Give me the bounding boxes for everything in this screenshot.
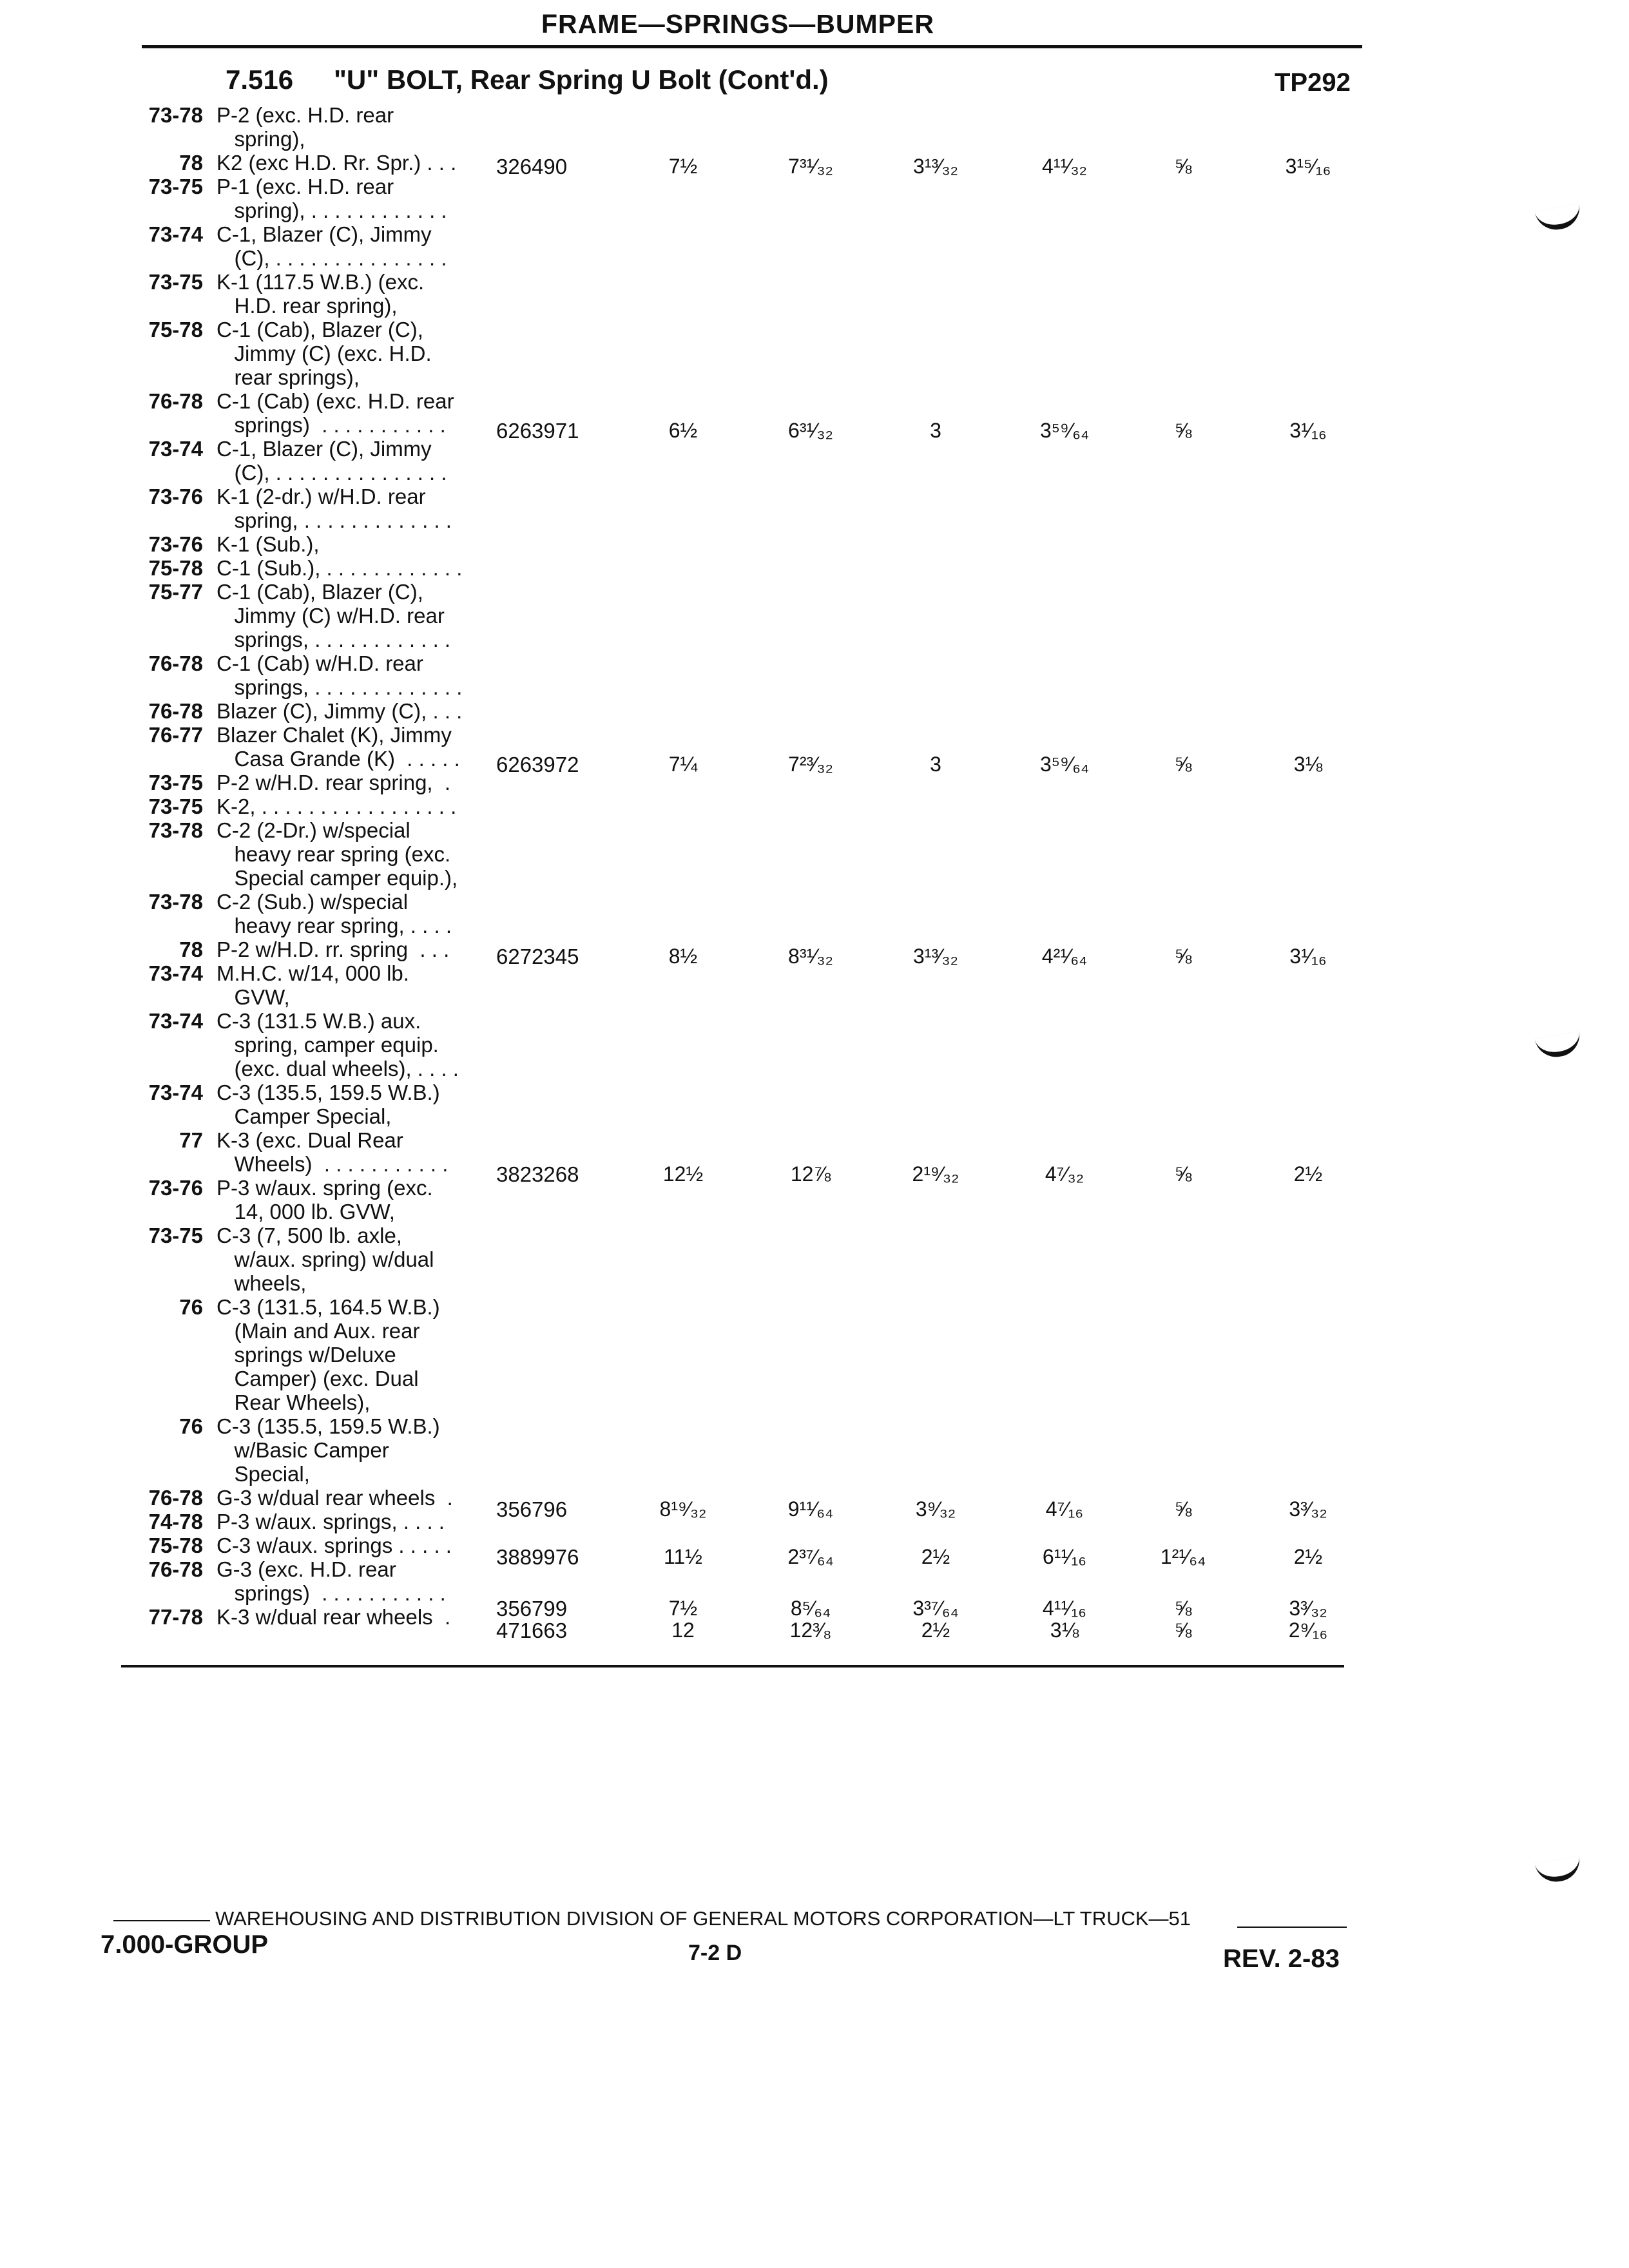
entry-years: 73-74 — [148, 1081, 203, 1104]
dimension-v3: 3³⁷⁄₆₄ — [912, 1597, 959, 1620]
entry-description-line: K-2, . . . . . . . . . . . . . . . . . — [217, 794, 457, 818]
dimension-v2: 12⅞ — [790, 1162, 831, 1186]
dimension-v2: 6³¹⁄₃₂ — [788, 419, 833, 442]
entry-description-line: w/aux. spring) w/dual — [217, 1247, 434, 1271]
dimension-v3: 3 — [930, 753, 941, 776]
entry-description-line: P-1 (exc. H.D. rear — [217, 175, 394, 198]
entry-description-line: C-1 (Sub.), . . . . . . . . . . . . — [217, 556, 463, 580]
entry-description-line: spring, . . . . . . . . . . . . . — [217, 508, 452, 532]
entry-description-line: rear springs), — [217, 365, 360, 389]
entry-years: 73-75 — [148, 771, 203, 794]
dimension-v5: ⅝ — [1174, 945, 1192, 968]
entry-years: 73-75 — [148, 175, 203, 198]
dimension-v5: 1²¹⁄₆₄ — [1160, 1545, 1206, 1568]
dimension-v6: 3⅛ — [1293, 753, 1323, 776]
page-header-title: FRAME—SPRINGS—BUMPER — [541, 9, 934, 39]
footer-group: 7.000-GROUP — [101, 1930, 269, 1959]
section-number: 7.516 — [226, 64, 294, 95]
entry-description-line: springs) . . . . . . . . . . . — [217, 413, 446, 437]
entry-years: 74-78 — [148, 1510, 203, 1533]
entry-description-line: K-3 w/dual rear wheels . — [217, 1605, 451, 1629]
entry-description-line: (exc. dual wheels), . . . . — [217, 1057, 459, 1081]
entry-years: 76 — [179, 1295, 203, 1319]
entry-description-line: (Main and Aux. rear — [217, 1319, 420, 1343]
entry-years: 73-78 — [148, 890, 203, 914]
entry-years: 73-78 — [148, 818, 203, 842]
entry-description-line: springs, . . . . . . . . . . . . . — [217, 675, 463, 699]
dimension-v4: 3⁵⁹⁄₆₄ — [1039, 753, 1090, 776]
entry-description-line: springs w/Deluxe — [217, 1343, 396, 1367]
entry-years: 76-78 — [148, 699, 203, 723]
part-number: 6263971 — [496, 419, 579, 443]
entry-description-line: C-3 (7, 500 lb. axle, — [217, 1224, 402, 1247]
entry-description-line: Wheels) . . . . . . . . . . . — [217, 1152, 448, 1176]
entry-description-line: springs) . . . . . . . . . . . — [217, 1581, 446, 1605]
dimension-v1: 12½ — [662, 1162, 704, 1186]
dimension-v5: ⅝ — [1174, 1619, 1192, 1642]
entry-description-line: C-1, Blazer (C), Jimmy — [217, 437, 432, 461]
entry-description-line: (C), . . . . . . . . . . . . . . . — [217, 246, 447, 270]
entry-years: 73-76 — [148, 532, 203, 556]
entry-description-line: K-1 (Sub.), — [217, 532, 320, 556]
entry-description-line: M.H.C. w/14, 000 lb. — [217, 961, 409, 985]
footer-division-line: WAREHOUSING AND DISTRIBUTION DIVISION OF GENERAL MOTORS CORPORATION—LT TRUCK—51 — [215, 1907, 1191, 1930]
dimension-v2: 12³⁄₈ — [789, 1619, 832, 1642]
entry-description-line: Jimmy (C) (exc. H.D. — [217, 341, 432, 365]
entry-description-line: P-2 w/H.D. rr. spring . . . — [217, 937, 450, 961]
entry-description-line: C-3 (131.5, 164.5 W.B.) — [217, 1295, 440, 1319]
dimension-v3: 3¹³⁄₃₂ — [913, 945, 958, 968]
header-rule — [142, 45, 1362, 48]
entry-years: 73-74 — [148, 1009, 203, 1033]
entry-years: 73-78 — [148, 103, 203, 127]
entry-years: 77-78 — [148, 1605, 203, 1629]
entry-years: 73-76 — [148, 1176, 203, 1200]
dimension-v3: 3 — [930, 419, 941, 442]
dimension-v3: 2½ — [921, 1545, 950, 1568]
dimension-v1: 12 — [671, 1619, 695, 1642]
entry-years: 78 — [179, 151, 203, 175]
part-number: 3889976 — [496, 1545, 579, 1569]
entry-description-line: K-3 (exc. Dual Rear — [217, 1128, 403, 1152]
entry-years: 75-78 — [148, 556, 203, 580]
dimension-v1: 7½ — [668, 1597, 698, 1620]
dimension-v5: ⅝ — [1174, 1597, 1192, 1620]
entry-description-line: C-1, Blazer (C), Jimmy — [217, 222, 432, 246]
section-code: TP292 — [1275, 68, 1351, 97]
dimension-v2: 8³¹⁄₃₂ — [788, 945, 833, 968]
part-number: 356799 — [496, 1597, 568, 1620]
entry-description-line: GVW, — [217, 985, 290, 1009]
dimension-v4: 4⁷⁄₁₆ — [1045, 1497, 1084, 1521]
entry-description-line: C-3 (131.5 W.B.) aux. — [217, 1009, 421, 1033]
dimension-v6: 3¹⁵⁄₁₆ — [1285, 155, 1331, 178]
dimension-v5: ⅝ — [1174, 155, 1192, 178]
entry-years: 75-77 — [148, 580, 203, 604]
dimension-v6: 3¹⁄₁₆ — [1289, 945, 1327, 968]
entry-years: 73-75 — [148, 1224, 203, 1247]
dimension-v4: 3⅛ — [1050, 1619, 1079, 1642]
entry-description-line: K2 (exc H.D. Rr. Spr.) . . . — [217, 151, 457, 175]
dimension-v4: 4¹¹⁄₃₂ — [1042, 155, 1087, 178]
dimension-v2: 2³⁷⁄₆₄ — [787, 1545, 834, 1568]
dimension-v6: 2⁹⁄₁₆ — [1288, 1619, 1328, 1642]
entry-years: 73-76 — [148, 485, 203, 508]
dimension-v6: 3³⁄₃₂ — [1289, 1597, 1327, 1620]
dimension-v2: 8⁵⁄₆₄ — [790, 1597, 831, 1620]
dimension-v4: 4⁷⁄₃₂ — [1045, 1162, 1084, 1186]
part-number: 3823268 — [496, 1162, 579, 1186]
dimension-v4: 3⁵⁹⁄₆₄ — [1039, 419, 1090, 442]
entry-description-line: spring, camper equip. — [217, 1033, 439, 1057]
entry-description-line: Jimmy (C) w/H.D. rear — [217, 604, 445, 628]
entry-years: 73-74 — [148, 437, 203, 461]
entry-description-line: C-3 (135.5, 159.5 W.B.) — [217, 1081, 440, 1104]
entry-years: 76-77 — [148, 723, 203, 747]
entry-description-line: G-3 w/dual rear wheels . — [217, 1486, 453, 1510]
entry-description-line: heavy rear spring, . . . . — [217, 914, 452, 937]
entry-years: 73-74 — [148, 222, 203, 246]
entry-description-line: w/Basic Camper — [217, 1438, 389, 1462]
dimension-v3: 2½ — [921, 1619, 950, 1642]
dimension-v3: 2¹⁹⁄₃₂ — [912, 1162, 959, 1186]
part-number: 326490 — [496, 155, 568, 178]
dimension-v5: ⅝ — [1174, 419, 1192, 442]
footer-page-number: 7-2 D — [688, 1941, 742, 1965]
entry-description-line: H.D. rear spring), — [217, 294, 398, 318]
dimension-v6: 2½ — [1293, 1162, 1323, 1186]
dimension-v2: 7³¹⁄₃₂ — [788, 155, 833, 178]
footer-rule-left — [113, 1920, 210, 1921]
entry-description-line: P-2 w/H.D. rear spring, . — [217, 771, 451, 794]
binder-mark-icon — [1535, 204, 1583, 233]
entry-description-line: C-3 (135.5, 159.5 W.B.) — [217, 1414, 440, 1438]
entry-description-line: heavy rear spring (exc. — [217, 842, 451, 866]
section-title: "U" BOLT, Rear Spring U Bolt (Cont'd.) — [334, 64, 829, 95]
dimension-v6: 2½ — [1293, 1545, 1323, 1568]
entry-description-line: spring), . . . . . . . . . . . . — [217, 198, 447, 222]
part-number: 356796 — [496, 1497, 568, 1521]
entry-description-line: C-1 (Cab), Blazer (C), — [217, 318, 423, 341]
entry-description-line: Camper) (exc. Dual — [217, 1367, 419, 1390]
entry-description-line: G-3 (exc. H.D. rear — [217, 1557, 396, 1581]
entry-description-line: C-1 (Cab) (exc. H.D. rear — [217, 389, 454, 413]
entry-description-line: springs, . . . . . . . . . . . . — [217, 628, 451, 651]
dimension-v5: ⅝ — [1174, 753, 1192, 776]
entry-years: 76-78 — [148, 389, 203, 413]
dimension-v2: 7²³⁄₃₂ — [788, 753, 833, 776]
entry-description-line: Special camper equip.), — [217, 866, 458, 890]
entry-years: 78 — [179, 937, 203, 961]
entry-years: 75-78 — [148, 318, 203, 341]
binder-mark-icon — [1535, 1031, 1583, 1061]
dimension-v1: 11½ — [664, 1545, 702, 1568]
dimension-v4: 4¹¹⁄₁₆ — [1042, 1597, 1087, 1620]
dimension-v5: ⅝ — [1174, 1162, 1192, 1186]
entry-years: 77 — [179, 1128, 203, 1152]
dimension-v3: 3⁹⁄₃₂ — [915, 1497, 956, 1521]
entry-years: 75-78 — [148, 1533, 203, 1557]
entry-description-line: K-1 (117.5 W.B.) (exc. — [217, 270, 425, 294]
entry-years: 73-74 — [148, 961, 203, 985]
dimension-v1: 6½ — [668, 419, 698, 442]
entry-description-line: K-1 (2-dr.) w/H.D. rear — [217, 485, 426, 508]
entry-description-line: P-3 w/aux. spring (exc. — [217, 1176, 433, 1200]
entry-description-line: 14, 000 lb. GVW, — [217, 1200, 395, 1224]
entry-years: 76-78 — [148, 1486, 203, 1510]
entry-description-line: Blazer (C), Jimmy (C), . . . — [217, 699, 463, 723]
part-number: 471663 — [496, 1619, 568, 1642]
footer-rule-right — [1237, 1927, 1347, 1928]
dimension-v1: 7¼ — [668, 753, 698, 776]
dimension-v3: 3¹³⁄₃₂ — [913, 155, 958, 178]
entry-years: 76 — [179, 1414, 203, 1438]
entry-description-line: C-2 (Sub.) w/special — [217, 890, 409, 914]
dimension-v4: 4²¹⁄₆₄ — [1041, 945, 1088, 968]
entry-description-line: C-1 (Cab), Blazer (C), — [217, 580, 423, 604]
dimension-v6: 3¹⁄₁₆ — [1289, 419, 1327, 442]
entry-years: 76-78 — [148, 651, 203, 675]
footer-revision: REV. 2-83 — [1223, 1945, 1340, 1973]
dimension-v5: ⅝ — [1174, 1497, 1192, 1521]
table-bottom-rule — [121, 1665, 1344, 1667]
entry-description-line: P-2 (exc. H.D. rear — [217, 103, 394, 127]
entry-description-line: Camper Special, — [217, 1104, 392, 1128]
dimension-v6: 3³⁄₃₂ — [1289, 1497, 1327, 1521]
entry-description-line: Rear Wheels), — [217, 1390, 371, 1414]
entry-description-line: wheels, — [217, 1271, 307, 1295]
entry-description-line: C-1 (Cab) w/H.D. rear — [217, 651, 423, 675]
dimension-v1: 7½ — [668, 155, 698, 178]
entry-years: 76-78 — [148, 1557, 203, 1581]
dimension-v2: 9¹¹⁄₆₄ — [787, 1497, 834, 1521]
part-number: 6263972 — [496, 753, 579, 776]
dimension-v1: 8¹⁹⁄₃₂ — [659, 1497, 707, 1521]
part-number: 6272345 — [496, 945, 579, 968]
dimension-v1: 8½ — [668, 945, 698, 968]
binder-mark-icon — [1535, 1856, 1583, 1885]
entry-description-line: (C), . . . . . . . . . . . . . . . — [217, 461, 447, 485]
entry-description-line: C-2 (2-Dr.) w/special — [217, 818, 410, 842]
entry-description-line: Special, — [217, 1462, 310, 1486]
entry-description-line: spring), — [217, 127, 305, 151]
entry-years: 73-75 — [148, 794, 203, 818]
entry-description-line: P-3 w/aux. springs, . . . . — [217, 1510, 445, 1533]
entry-description-line: Casa Grande (K) . . . . . — [217, 747, 460, 771]
entry-description-line: C-3 w/aux. springs . . . . . — [217, 1533, 452, 1557]
dimension-v4: 6¹¹⁄₁₆ — [1042, 1545, 1087, 1568]
entry-description-line: Blazer Chalet (K), Jimmy — [217, 723, 452, 747]
entry-years: 73-75 — [148, 270, 203, 294]
